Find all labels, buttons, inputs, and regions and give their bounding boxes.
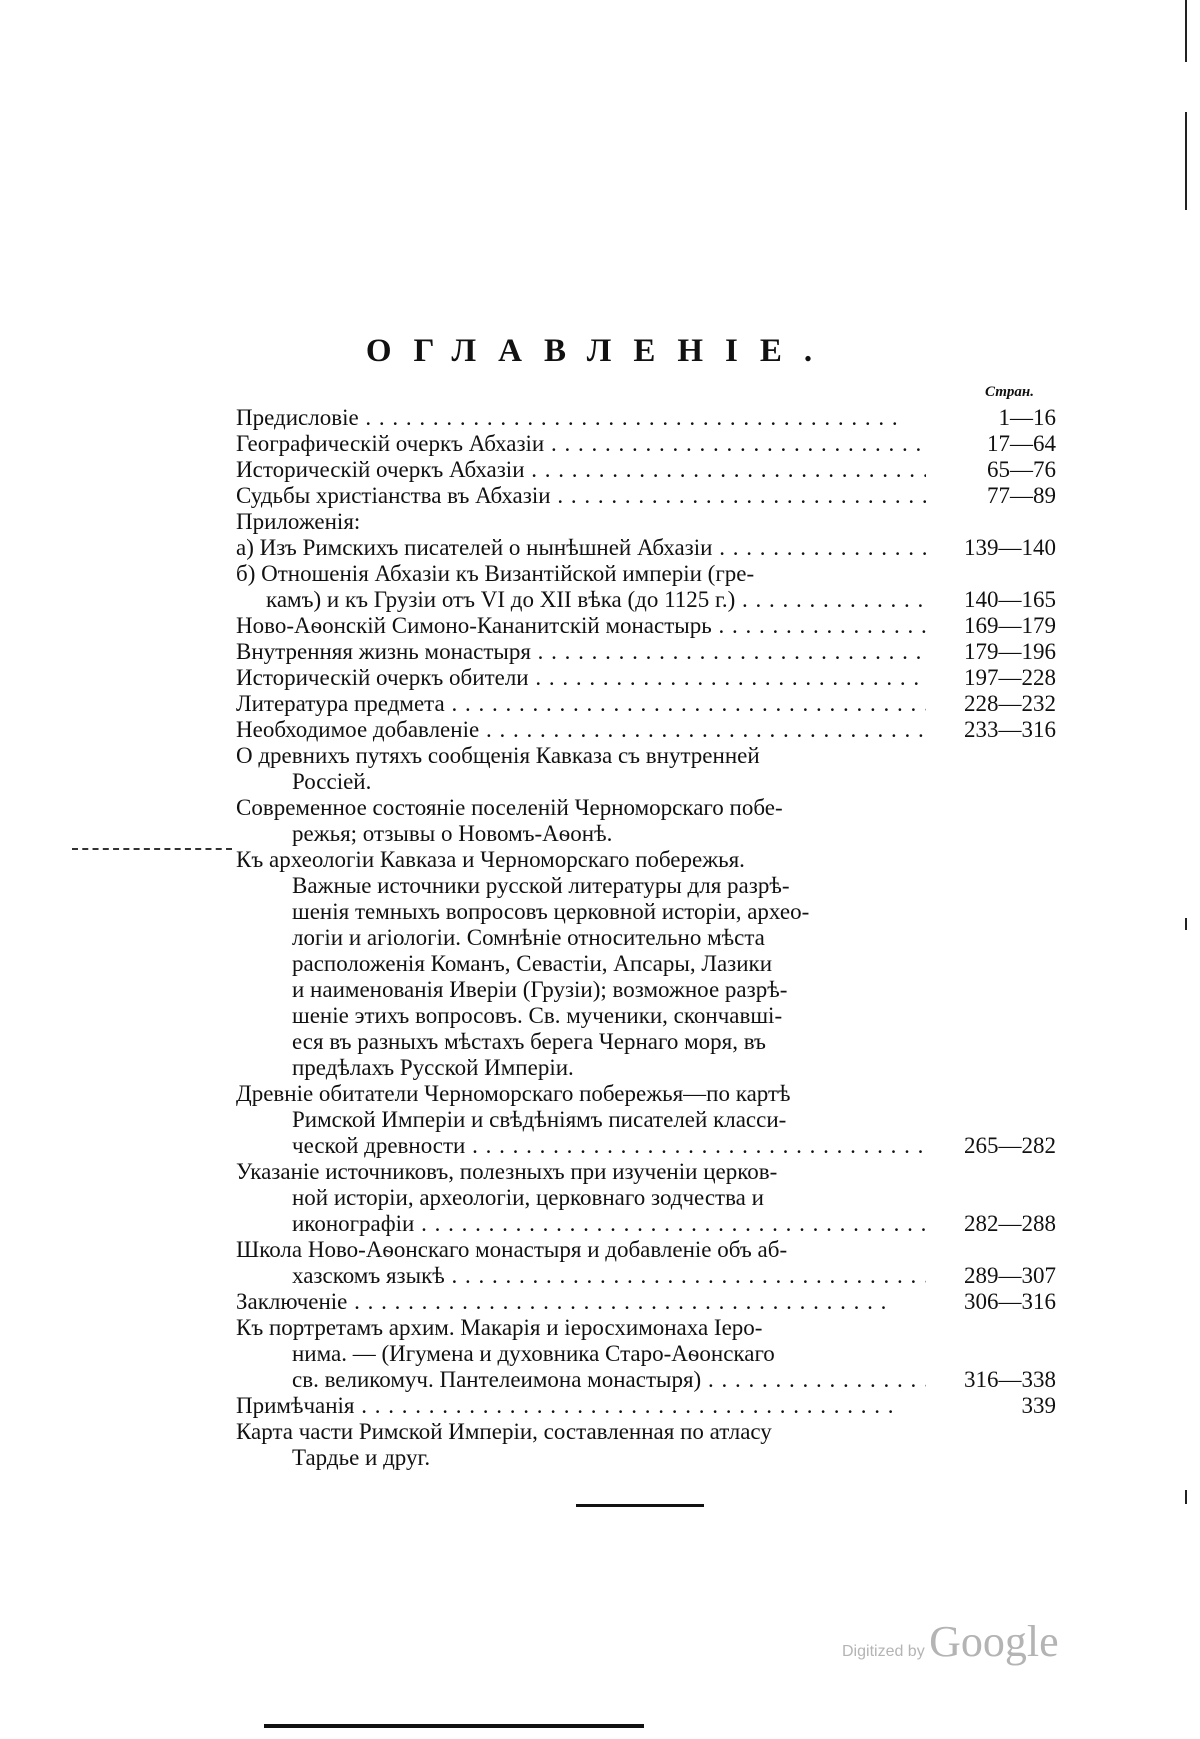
pages-column-header: Стран. [985,384,1034,400]
toc-entry [236,1159,1056,1237]
toc-line: Историческій очеркъ обители . . . [236,665,926,691]
toc-line: Внутренняя жизнь монастыря . . . [236,639,926,665]
toc-line: шенія темныхъ вопросовъ церковной исторіи, архео- [292,899,810,924]
toc-entry-text [236,1315,926,1393]
toc-page-range: 265—282 [964,1133,1056,1158]
toc-page-range: 233—316 [964,717,1056,742]
toc-line: О древнихъ путяхъ сообщенія Кавказа съ внутренней [236,743,760,768]
toc-page-range: 282—288 [964,1211,1056,1236]
toc-entry-text [236,431,926,457]
toc-entry [236,665,1056,691]
toc-entry-text [236,717,926,743]
toc-line: Къ археологіи Кавказа и Черноморскаго побережья. [236,847,745,872]
bottom-scan-bar [264,1724,644,1734]
toc-entry-text [236,457,926,483]
toc-page-range: 306—316 [964,1289,1056,1314]
toc-page-range: 65—76 [987,457,1056,482]
toc-line: Россіей. [292,769,372,794]
toc-entry [236,1289,1056,1315]
toc-page-range: 1—16 [998,405,1056,430]
toc-entry [236,1237,1056,1289]
toc-entry-text [236,847,926,1081]
toc-entry [236,431,1056,457]
toc-entry [236,639,1056,665]
toc-entry-text [236,509,926,535]
toc-line: хазскомъ языкѣ . . . [236,1263,926,1289]
toc-entry-text [236,665,926,691]
toc-line: Судьбы христіанства въ Абхазіи . . . [236,483,926,509]
toc-line: и наименованія Иверіи (Грузіи); возможное разрѣ- [292,977,788,1002]
toc-entry-text [236,1419,926,1471]
toc-line: Карта части Римской Имперіи, составленная по атласу [236,1419,772,1444]
toc-line: Ново-Аѳонскій Симоно-Кананитскій монастырь . . . [236,613,926,639]
toc-entry [236,1315,1056,1393]
toc-entry [236,743,1056,795]
toc-line: иконографіи . . . [236,1211,926,1237]
toc-line: Приложенія: [236,509,361,534]
toc-entry [236,795,1056,847]
toc-entry-text [236,1081,926,1159]
toc-line: еся въ разныхъ мѣстахъ берега Чернаго моря, въ [292,1029,766,1054]
closing-rule [576,1504,704,1507]
toc-line: нима. — (Игумена и духовника Старо-Аѳонскаго [292,1341,775,1366]
toc-entry [236,1419,1056,1471]
margin-dash-mark [72,848,232,852]
toc-line: Заключеніе . . . [236,1289,926,1315]
toc-line: Необходимое добавленіе . . . [236,717,926,743]
toc-entry [236,457,1056,483]
toc-line: Тардье и друг. [292,1445,431,1470]
toc-entry-text [236,535,926,561]
toc-entry [236,405,1056,431]
toc-entry-text [236,691,926,717]
toc-page-range: 77—89 [987,483,1056,508]
toc-entry [236,1081,1056,1159]
page-edge-line-upper [1185,112,1187,210]
toc-entry-text [236,1393,926,1419]
toc-entry [236,613,1056,639]
toc-page-range: 289—307 [964,1263,1056,1288]
toc-line: Историческій очеркъ Абхазіи . . . [236,457,926,483]
toc-line: Важные источники русской литературы для разрѣ- [292,873,790,898]
toc-page-range: 139—140 [964,535,1056,560]
toc-page-range: 169—179 [964,613,1056,638]
toc-line: режья; отзывы о Новомъ-Аѳонѣ. [292,821,613,846]
toc-page-range: 316—338 [964,1367,1056,1392]
toc-entry-text [236,613,926,639]
toc-line: шеніе этихъ вопросовъ. Св. мученики, скончавші- [292,1003,783,1028]
toc-line: Указаніе источниковъ, полезныхъ при изученіи церков- [236,1159,778,1184]
toc-line: Примѣчанія . . . [236,1393,926,1419]
toc-line: Къ портретамъ архим. Макарія и іеросхимонаха Іеро- [236,1315,763,1340]
toc-page-range: 17—64 [987,431,1056,456]
toc-entry [236,717,1056,743]
toc-entry-text [236,1237,926,1289]
toc-page-range: 228—232 [964,691,1056,716]
toc-line: Школа Ново-Аѳонскаго монастыря и добавленіе объ аб- [236,1237,788,1262]
toc-page-range: 140—165 [964,587,1056,612]
toc-line: Современное состояніе поселеній Черноморскаго побе- [236,795,783,820]
toc-line: Предисловіе . . . [236,405,926,431]
digitized-watermark [842,1616,1059,1667]
toc-entry-text [236,639,926,665]
toc-line: Древніе обитатели Черноморскаго побережья—по картѣ [236,1081,791,1106]
toc-line: ной исторіи, археологіи, церковнаго зодчества и [292,1185,764,1210]
toc-page-range: 197—228 [964,665,1056,690]
toc-line: св. великомуч. Пантелеимона монастыря) . . . [236,1367,926,1393]
toc-entry [236,483,1056,509]
toc-entry-text [236,795,926,847]
toc-line: Римской Имперіи и свѣдѣніямъ писателей класси- [292,1107,787,1132]
toc-entry [236,509,1056,535]
page-edge-line-top [1185,0,1187,62]
toc-entry [236,535,1056,561]
toc-entry [236,1393,1056,1419]
toc-entry-text [236,1289,926,1315]
toc-line: предѣлахъ Русской Имперіи. [292,1055,574,1080]
toc-line: логіи и агіологіи. Сомнѣніе относительно мѣста [292,925,765,950]
page-edge-line-mid [1185,918,1187,930]
toc-entry [236,561,1056,613]
toc-line: Литература предмета . . . [236,691,926,717]
page-title: ОГЛАВЛЕНІЕ. [365,333,835,369]
toc-entry [236,847,1056,1081]
toc-page-range: 179—196 [964,639,1056,664]
toc-entry [236,691,1056,717]
table-of-contents [236,405,1056,1471]
watermark-logo-text: Google [929,1617,1059,1666]
toc-entry-text [236,405,926,431]
toc-line: камъ) и къ Грузіи отъ VI до XII вѣка (до 1125 г.) . . . [236,587,926,613]
toc-line: ческой древности . . . [236,1133,926,1159]
page-edge-line-low [1185,1490,1187,1504]
toc-line: Географическій очеркъ Абхазіи . . . [236,431,926,457]
toc-page-range: 339 [1021,1393,1056,1418]
toc-entry-text [236,1159,926,1237]
toc-line: б) Отношенія Абхазіи къ Византійской имперіи (гре- [236,561,755,586]
toc-line: расположенія Команъ, Севастіи, Апсары, Лазики [292,951,773,976]
toc-entry-text [236,561,926,613]
toc-entry-text [236,743,926,795]
watermark-small-text: Digitized by [842,1643,925,1660]
toc-entry-text [236,483,926,509]
toc-line: а) Изъ Римскихъ писателей о нынѣшней Абхазіи . . . [236,535,926,561]
